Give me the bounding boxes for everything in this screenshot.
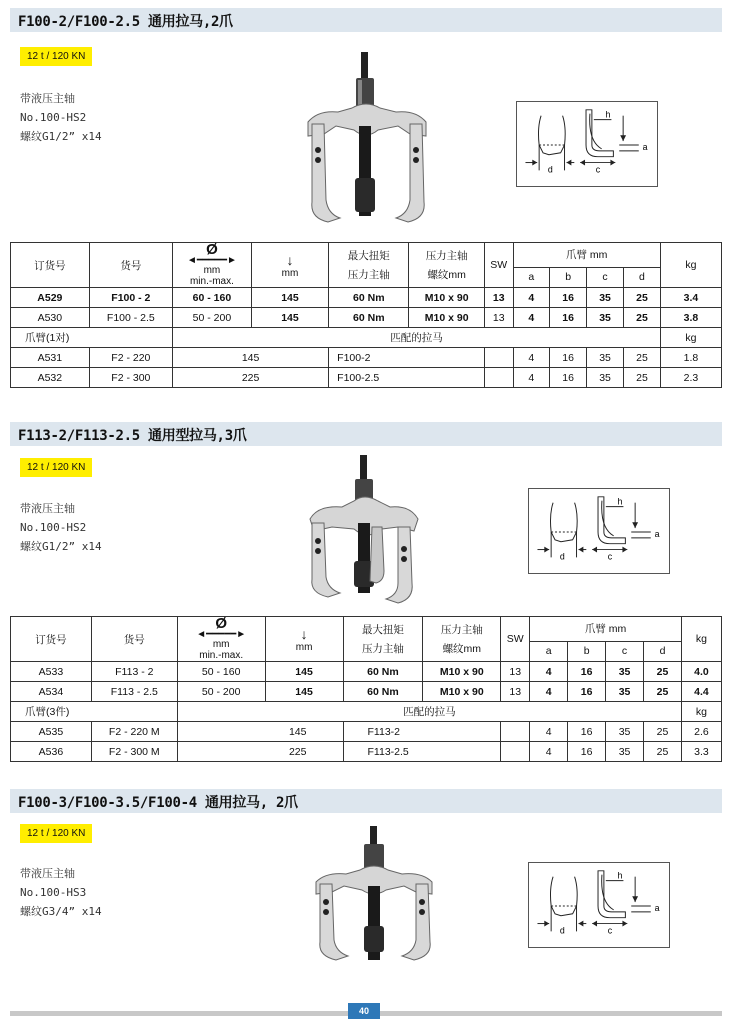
table-header-row — [11, 617, 722, 642]
puller-2jaw-image — [298, 50, 438, 226]
col-header-model: 货号 — [91, 617, 177, 662]
dim-label-d: d — [559, 925, 565, 936]
arrow-down-icon: ↓ — [300, 625, 308, 642]
col-header-kg: kg — [681, 617, 721, 662]
spec-table-f113-2 — [10, 616, 722, 762]
arm-row: A532 F2 - 300 225 F100-2.5 4 16 35 25 2.3 — [11, 368, 722, 388]
col-header-b: b — [568, 641, 606, 661]
section-title-bar — [10, 422, 722, 446]
section-title-bar — [10, 789, 722, 813]
spec-line: 螺纹G3/4” x14 — [20, 905, 102, 918]
table-header-row — [11, 243, 722, 268]
arrow-double-icon: ◄━━━━━► — [196, 629, 247, 640]
col-header-jaw: 爪臂 mm — [513, 243, 660, 268]
dim-label-c: c — [595, 164, 601, 175]
spec-line: 带液压主轴 — [20, 502, 75, 515]
spec-table-f100-2 — [10, 242, 722, 388]
col-header-b: b — [550, 267, 587, 287]
puller-2jaw-large-image — [308, 826, 440, 964]
spec-lines — [20, 864, 102, 921]
col-header-order: 订货号 — [11, 617, 92, 662]
col-header-depth: ↓ mm — [265, 617, 343, 662]
section-title: F113-2/F113-2.5 通用型拉马,3爪 — [18, 428, 247, 444]
arm-row: A535 F2 - 220 M 145 F113-2 4 16 35 25 2.6 — [11, 722, 722, 742]
dim-label-a: a — [654, 528, 660, 539]
section-title: F100-2/F100-2.5 通用拉马,2爪 — [18, 14, 233, 30]
page-number: 40 — [348, 1003, 380, 1019]
spec-lines — [20, 499, 102, 556]
dim-label-a: a — [654, 902, 660, 913]
jaw-dimension-diagram — [528, 488, 670, 574]
col-header-thread: 压力主轴 螺纹mm — [423, 617, 501, 662]
dim-label-c: c — [607, 551, 613, 562]
col-header-diameter: Ø ◄━━━━━► mm min.-max. — [173, 243, 252, 288]
section-title: F100-3/F100-3.5/F100-4 通用拉马, 2爪 — [18, 795, 298, 811]
spec-line: No.100-HS3 — [20, 886, 87, 899]
col-header-depth: ↓ mm — [251, 243, 328, 288]
capacity-badge: 12 t / 120 KN — [20, 47, 92, 66]
jaw-dimension-diagram — [516, 101, 658, 187]
capacity-badge: 12 t / 120 KN — [20, 458, 92, 477]
col-header-torque: 最大扭矩 压力主轴 — [343, 617, 423, 662]
col-header-model: 货号 — [89, 243, 172, 288]
table-row: A533 F113 - 2 50 - 160 145 60 Nm M10 x 90 13 4 16 35 25 4.0 — [11, 662, 722, 682]
arm-header-row: 爪臂(3件) 匹配的拉马 kg — [11, 702, 722, 722]
col-header-diameter: Ø ◄━━━━━► mm min.-max. — [177, 617, 265, 662]
dim-label-h: h — [605, 109, 611, 120]
dim-label-a: a — [642, 141, 648, 152]
dim-label-d: d — [559, 551, 565, 562]
spec-line: No.100-HS2 — [20, 521, 87, 534]
col-header-a: a — [530, 641, 568, 661]
spec-line: No.100-HS2 — [20, 111, 87, 124]
col-header-kg: kg — [660, 243, 721, 288]
table-row: A534 F113 - 2.5 50 - 200 145 60 Nm M10 x 90 13 4 16 35 25 4.4 — [11, 682, 722, 702]
section-title-bar — [10, 8, 722, 32]
col-header-jaw: 爪臂 mm — [530, 617, 682, 642]
col-header-a: a — [513, 267, 550, 287]
table-row: A529 F100 - 2 60 - 160 145 60 Nm M10 x 90 13 4 16 35 25 3.4 — [11, 288, 722, 308]
col-header-order: 订货号 — [11, 243, 90, 288]
col-header-thread: 压力主轴 螺纹mm — [409, 243, 485, 288]
arm-row: A536 F2 - 300 M 225 F113-2.5 4 16 35 25 3.3 — [11, 742, 722, 762]
arrow-down-icon: ↓ — [286, 251, 294, 268]
arm-row: A531 F2 - 220 145 F100-2 4 16 35 25 1.8 — [11, 348, 722, 368]
dim-label-d: d — [547, 164, 553, 175]
spec-lines — [20, 89, 102, 146]
diameter-icon: Ø — [206, 241, 218, 258]
spec-line: 带液压主轴 — [20, 867, 75, 880]
spec-line: 带液压主轴 — [20, 92, 75, 105]
col-header-c: c — [606, 641, 644, 661]
spec-line: 螺纹G1/2” x14 — [20, 130, 102, 143]
dim-label-h: h — [617, 870, 623, 881]
col-header-sw: SW — [501, 617, 530, 662]
puller-3jaw-image — [298, 453, 428, 605]
col-header-sw: SW — [484, 243, 513, 288]
col-header-d: d — [624, 267, 661, 287]
dim-label-c: c — [607, 925, 613, 936]
col-header-d: d — [644, 641, 682, 661]
dim-label-h: h — [617, 496, 623, 507]
spec-line: 螺纹G1/2” x14 — [20, 540, 102, 553]
col-header-c: c — [587, 267, 624, 287]
capacity-badge: 12 t / 120 KN — [20, 824, 92, 843]
col-header-torque: 最大扭矩 压力主轴 — [329, 243, 409, 288]
table-row: A530 F100 - 2.5 50 - 200 145 60 Nm M10 x 90 13 4 16 35 25 3.8 — [11, 308, 722, 328]
arrow-double-icon: ◄━━━━━► — [186, 255, 237, 266]
diameter-icon: Ø — [215, 615, 228, 632]
arm-header-row: 爪臂(1对) 匹配的拉马 kg — [11, 328, 722, 348]
jaw-dimension-diagram — [528, 862, 670, 948]
